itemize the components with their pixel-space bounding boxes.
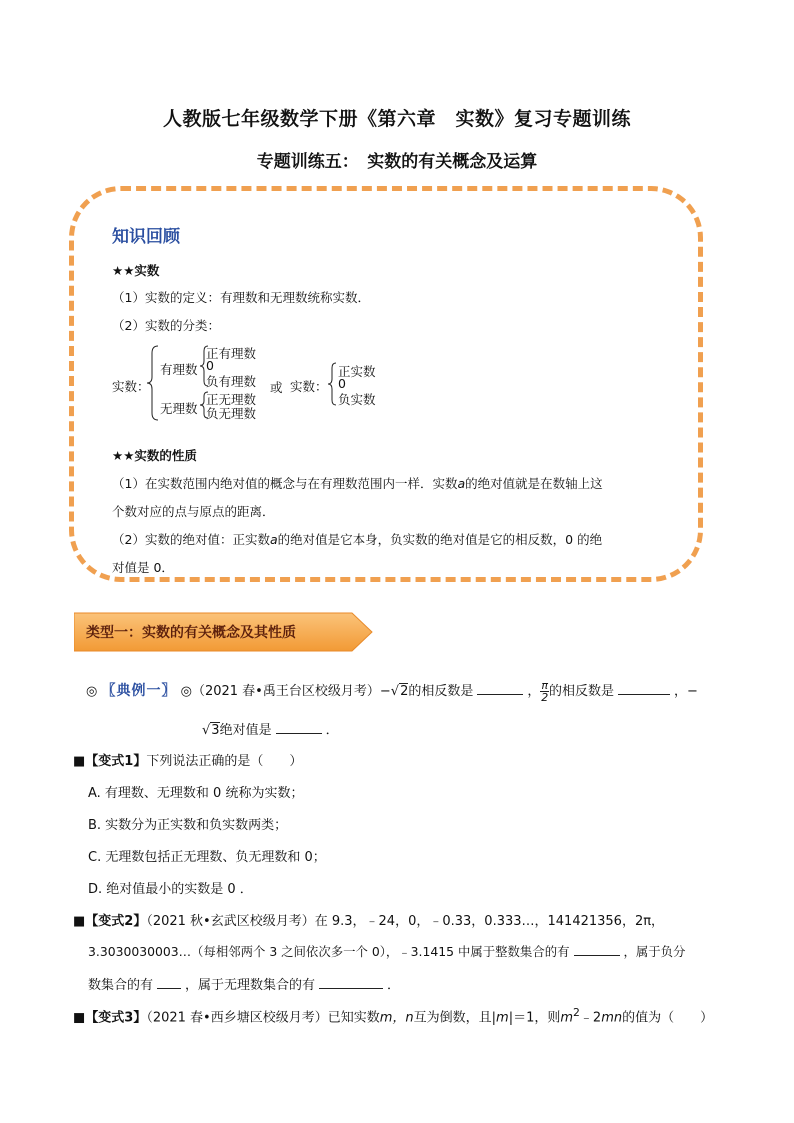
- property-1-text-b: 的绝对值就是在数轴上这: [465, 476, 603, 491]
- example-1-line-2: [202, 719, 339, 738]
- bullet-icon: ◎: [86, 684, 98, 699]
- pi-numerator: π: [541, 679, 548, 692]
- positive-rational: 正有理数: [206, 346, 257, 361]
- variant-1-question: [73, 750, 302, 769]
- option-b[interactable]: B. 实数分为正实数和负实数两类；: [88, 818, 288, 833]
- brace-real: [146, 345, 160, 421]
- variable-m: m: [496, 1010, 509, 1026]
- variant-3-text-4: 的值为（ ）: [622, 1010, 714, 1026]
- sqrt-icon-2: √: [202, 723, 211, 738]
- variant-2-label: ■【变式2】: [73, 914, 147, 929]
- zero-rational: 0: [206, 358, 214, 373]
- type-one-banner: [74, 611, 374, 653]
- expr-m: m: [560, 1010, 574, 1026]
- answer-blank-integers[interactable]: [574, 943, 620, 956]
- answer-blank-irrationals[interactable]: [319, 976, 383, 989]
- variant-3-text-1: （2021 春•西乡塘区校级月考）已知实数: [146, 1010, 380, 1026]
- property-1-line-1: [112, 474, 603, 492]
- example-text-1: 的相反数是: [408, 684, 474, 699]
- definition-text: （1）实数的定义：有理数和无理数统称实数．: [112, 290, 370, 305]
- variant-2-text-3a: 数集合的有: [88, 978, 154, 993]
- example-dash: ，−: [674, 684, 698, 699]
- expr-minus-2: ﹣2: [579, 1010, 602, 1026]
- example-text-2: 的相反数是: [549, 684, 615, 699]
- pi-over-2: [540, 680, 549, 703]
- option-a[interactable]: A. 有理数、无理数和 0 统称为实数；: [88, 786, 304, 801]
- answer-blank-2[interactable]: [618, 682, 670, 695]
- positive-real: 正实数: [338, 364, 376, 379]
- variable-a-2: a: [269, 532, 278, 547]
- option-d[interactable]: D. 绝对值最小的实数是 0 ．: [88, 882, 253, 897]
- variant-3-text-2: 互为倒数，且|: [413, 1010, 497, 1026]
- variant-3-text-3: |＝1，则: [508, 1010, 561, 1026]
- radicand-2: 2: [400, 684, 409, 699]
- property-1-text-a: （1）在实数范围内绝对值的概念与在有理数范围内一样．实数: [112, 476, 458, 491]
- variable-a: a: [457, 476, 466, 491]
- property-2-text-b: 的绝对值是它本身，负实数的绝对值是它的相反数，0 的绝: [277, 532, 603, 547]
- bullet-icon-2: ◎: [180, 684, 192, 699]
- brace-real-2: [327, 362, 337, 406]
- expr-mn: mn: [601, 1010, 623, 1026]
- example-text-3: 绝对值是: [219, 723, 272, 738]
- negative-irrational: 负无理数: [206, 406, 257, 421]
- answer-blank-negative-fractions[interactable]: [157, 976, 181, 989]
- section-real-numbers: ★★实数: [112, 263, 160, 278]
- page-subtitle: 专题训练五： 实数的有关概念及运算: [256, 152, 538, 172]
- example-1-line-1: ◎ 〖典例一〗 ◎（2021 春•禹王台区校级月考）−√2的相反数是 ， $\frac{\pi}{2}$ 的相反数是 ，−: [86, 679, 698, 704]
- property-1-line-2: 个数对应的点与原点的距离．: [112, 504, 275, 519]
- variant-2-text-2b: ，属于负分: [623, 944, 686, 959]
- classification-text: （2）实数的分类：: [112, 318, 220, 333]
- variant-2-line-3: [88, 974, 400, 993]
- rational-label: 有理数: [160, 362, 198, 377]
- pi-denominator: 2: [541, 691, 549, 704]
- variant-1-label: ■【变式1】: [73, 754, 147, 769]
- answer-blank-3[interactable]: [276, 721, 322, 734]
- answer-blank-1[interactable]: [477, 682, 523, 695]
- example-end: ．: [325, 723, 339, 738]
- section-properties: ★★实数的性质: [112, 448, 197, 463]
- variables-mn: m，n: [379, 1010, 414, 1026]
- negative-real: 负实数: [338, 392, 376, 407]
- variant-2-text-1: （2021 秋•玄武区校级月考）在 9.3，﹣24，0，﹣0.33，0.333…，141421356，2π，: [146, 914, 665, 929]
- sqrt-icon: √: [390, 684, 400, 699]
- option-c[interactable]: C. 无理数包括正无理数、负无理数和 0；: [88, 850, 326, 865]
- page-title: 人教版七年级数学下册《第六章 实数》复习专题训练: [162, 108, 631, 130]
- radicand-3: 3: [211, 723, 220, 738]
- real-label-2: 实数：: [290, 379, 328, 394]
- example-source: （2021 春•禹王台区校级月考）: [191, 684, 380, 699]
- minus-sign: −: [379, 684, 391, 699]
- review-heading: 知识回顾: [112, 227, 180, 247]
- variant-2-text-3c: ．: [387, 978, 401, 993]
- variant-3-label: ■【变式3】: [73, 1010, 147, 1026]
- example-tag: 〖典例一〗: [101, 683, 177, 699]
- variant-2-text-3b: ，属于无理数集合的有: [185, 978, 316, 993]
- property-2-line-1: [112, 530, 602, 548]
- real-label: 实数：: [112, 379, 150, 394]
- variant-1-text: 下列说法正确的是（ ）: [146, 754, 303, 769]
- property-2-text-a: （2）实数的绝对值：正实数: [112, 532, 270, 547]
- negative-rational: 负有理数: [206, 374, 257, 389]
- exponent-2: 2: [573, 1006, 580, 1019]
- banner-text: 类型一：实数的有关概念及其性质: [86, 625, 296, 641]
- variant-2-text-2a: 3.3030030003…（每相邻两个 3 之间依次多一个 0），﹣3.1415 中属于整数集合的有: [88, 944, 570, 959]
- variant-2-line-1: [73, 910, 664, 929]
- zero-real: 0: [338, 376, 346, 391]
- variant-2-line-2: [88, 942, 685, 960]
- or-label: 或: [270, 380, 283, 395]
- variant-3-question: [73, 1006, 713, 1025]
- positive-irrational: 正无理数: [206, 392, 257, 407]
- irrational-label: 无理数: [160, 401, 198, 416]
- property-2-line-2: 对值是 0．: [112, 560, 174, 575]
